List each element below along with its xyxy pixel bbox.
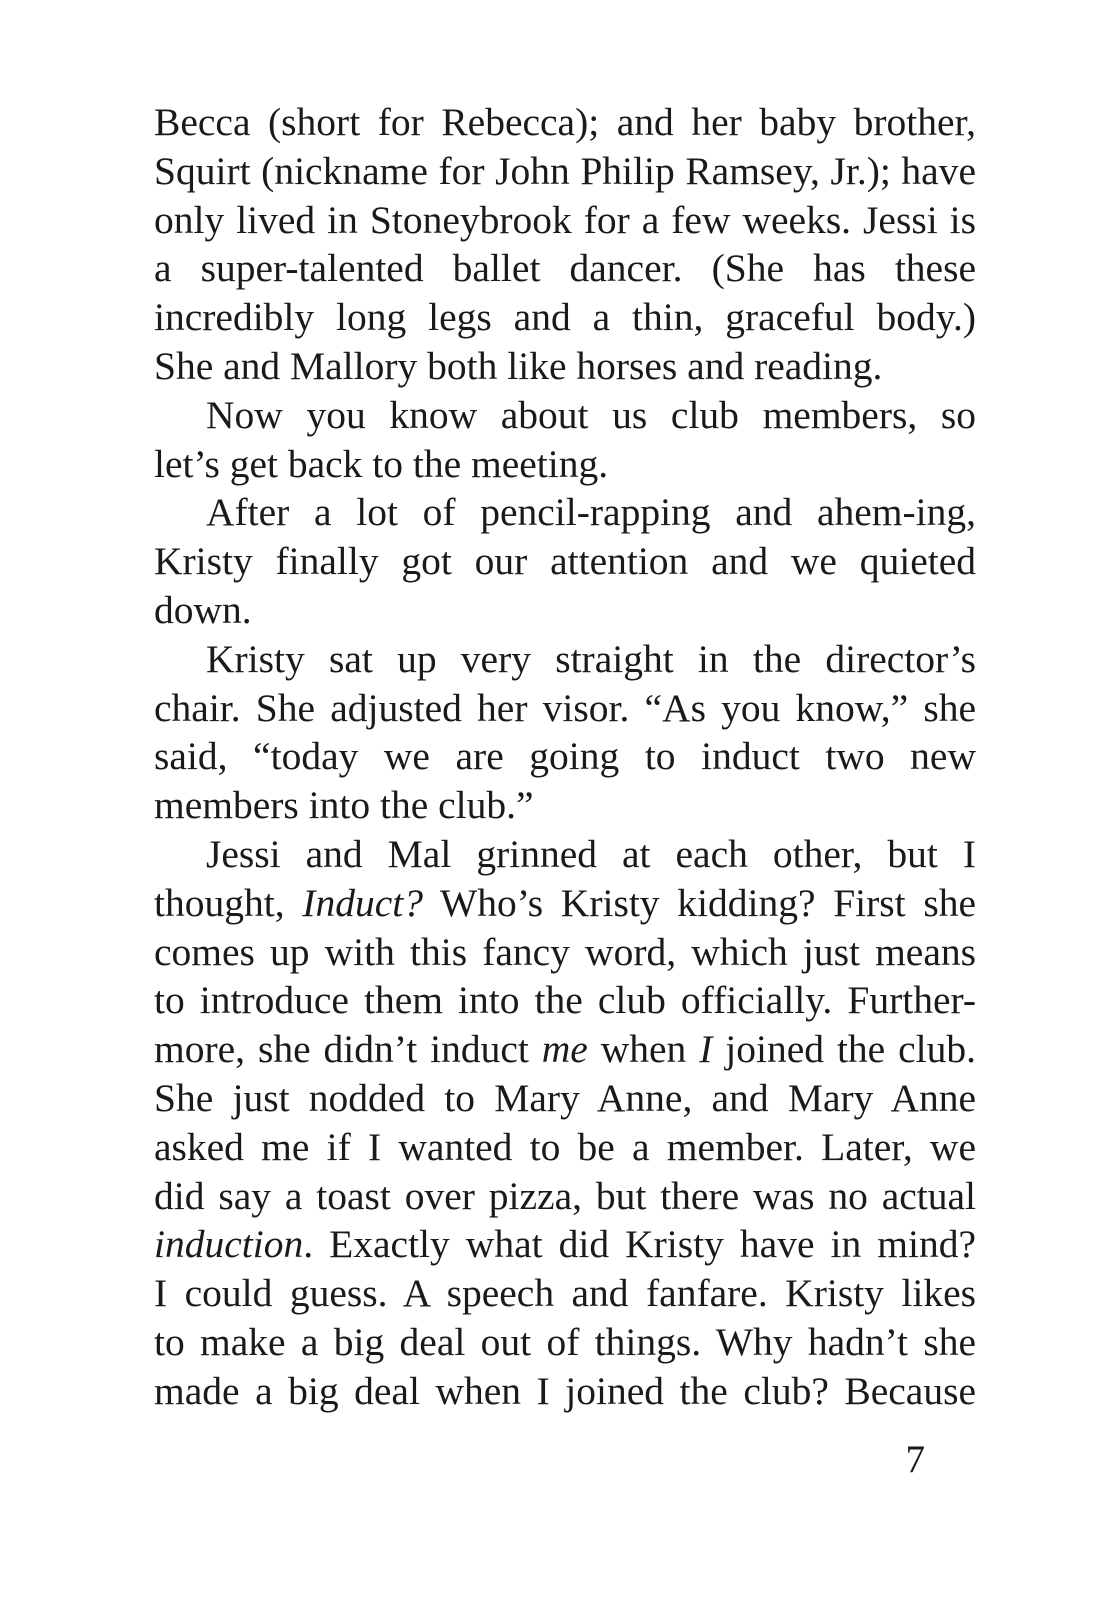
- text-line: [154, 1220, 976, 1269]
- paragraph: [154, 635, 976, 830]
- text-line: [154, 244, 976, 293]
- text-run: Now you know about us club members, so: [206, 392, 976, 437]
- text-run: . Exactly what did Kristy have in mind?: [303, 1222, 976, 1267]
- text-line: [154, 1318, 976, 1367]
- italic-text: me: [541, 1027, 588, 1072]
- text-run: made a big deal when I joined the club? Because: [154, 1368, 976, 1413]
- text-run: Kristy sat up very straight in the director’s: [206, 636, 976, 681]
- text-run: said, “today we are going to induct two new: [154, 734, 976, 779]
- text-run: comes up with this fancy word, which just means: [154, 929, 976, 974]
- text-run: down.: [154, 587, 252, 632]
- text-run: incredibly long legs and a thin, graceful body.): [154, 295, 976, 340]
- text-line: [154, 293, 976, 342]
- text-run: to make a big deal out of things. Why hadn’t she: [154, 1319, 976, 1364]
- text-line: [154, 1123, 976, 1172]
- page-number: 7: [905, 1438, 925, 1481]
- text-line: [154, 781, 976, 830]
- text-run: did say a toast over pizza, but there was no actual: [154, 1173, 976, 1218]
- text-run: members into the club.”: [154, 783, 534, 828]
- text-line: [154, 537, 976, 586]
- text-run: let’s get back to the meeting.: [154, 441, 609, 486]
- text-run: Who’s Kristy kidding? First she: [422, 880, 977, 925]
- text-line: [154, 1269, 976, 1318]
- text-line: [154, 1025, 976, 1074]
- text-line: [154, 391, 976, 440]
- text-line: [154, 684, 976, 733]
- paragraph: [154, 391, 976, 489]
- text-run: Becca (short for Rebecca); and her baby brother,: [154, 100, 976, 144]
- text-run: to introduce them into the club officially. Further-: [154, 978, 976, 1023]
- paragraph: [154, 98, 976, 391]
- text-run: Jessi and Mal grinned at each other, but I: [206, 831, 976, 876]
- text-line: [154, 586, 976, 635]
- text-run: I could guess. A speech and fanfare. Kristy likes: [154, 1271, 976, 1316]
- text-run: asked me if I wanted to be a member. Later, we: [154, 1124, 976, 1169]
- text-line: [154, 635, 976, 684]
- text-run: a super-talented ballet dancer. (She has these: [154, 246, 976, 291]
- text-line: [154, 1367, 976, 1416]
- italic-text: I: [699, 1027, 713, 1072]
- text-line: [154, 879, 976, 928]
- text-run: Squirt (nickname for John Philip Ramsey, Jr.); have: [154, 148, 976, 193]
- text-run: She just nodded to Mary Anne, and Mary Anne: [154, 1075, 976, 1120]
- text-run: more, she didn’t induct: [154, 1027, 542, 1072]
- paragraph: [154, 830, 976, 1416]
- text-run: chair. She adjusted her visor. “As you know,” she: [154, 685, 976, 730]
- text-line: [154, 196, 976, 245]
- italic-text: Induct?: [302, 880, 423, 925]
- text-line: [154, 1074, 976, 1123]
- text-line: [154, 1172, 976, 1221]
- text-run: only lived in Stoneybrook for a few weeks. Jessi is: [154, 197, 976, 242]
- text-line: [154, 342, 976, 391]
- text-line: [154, 488, 976, 537]
- text-line: [154, 98, 976, 147]
- text-line: [154, 147, 976, 196]
- paragraph: [154, 488, 976, 634]
- italic-text: induction: [154, 1222, 304, 1267]
- text-line: [154, 732, 976, 781]
- text-line: [154, 976, 976, 1025]
- text-run: thought,: [154, 880, 303, 925]
- text-run: when: [587, 1027, 700, 1072]
- text-line: [154, 830, 976, 879]
- body-text: [154, 98, 976, 1416]
- text-run: She and Mallory both like horses and reading.: [154, 343, 883, 388]
- text-run: joined the club.: [712, 1027, 977, 1072]
- text-run: After a lot of pencil-rapping and ahem-ing,: [206, 490, 976, 535]
- text-line: [154, 440, 976, 489]
- text-run: Kristy finally got our attention and we quieted: [154, 539, 976, 584]
- text-line: [154, 928, 976, 977]
